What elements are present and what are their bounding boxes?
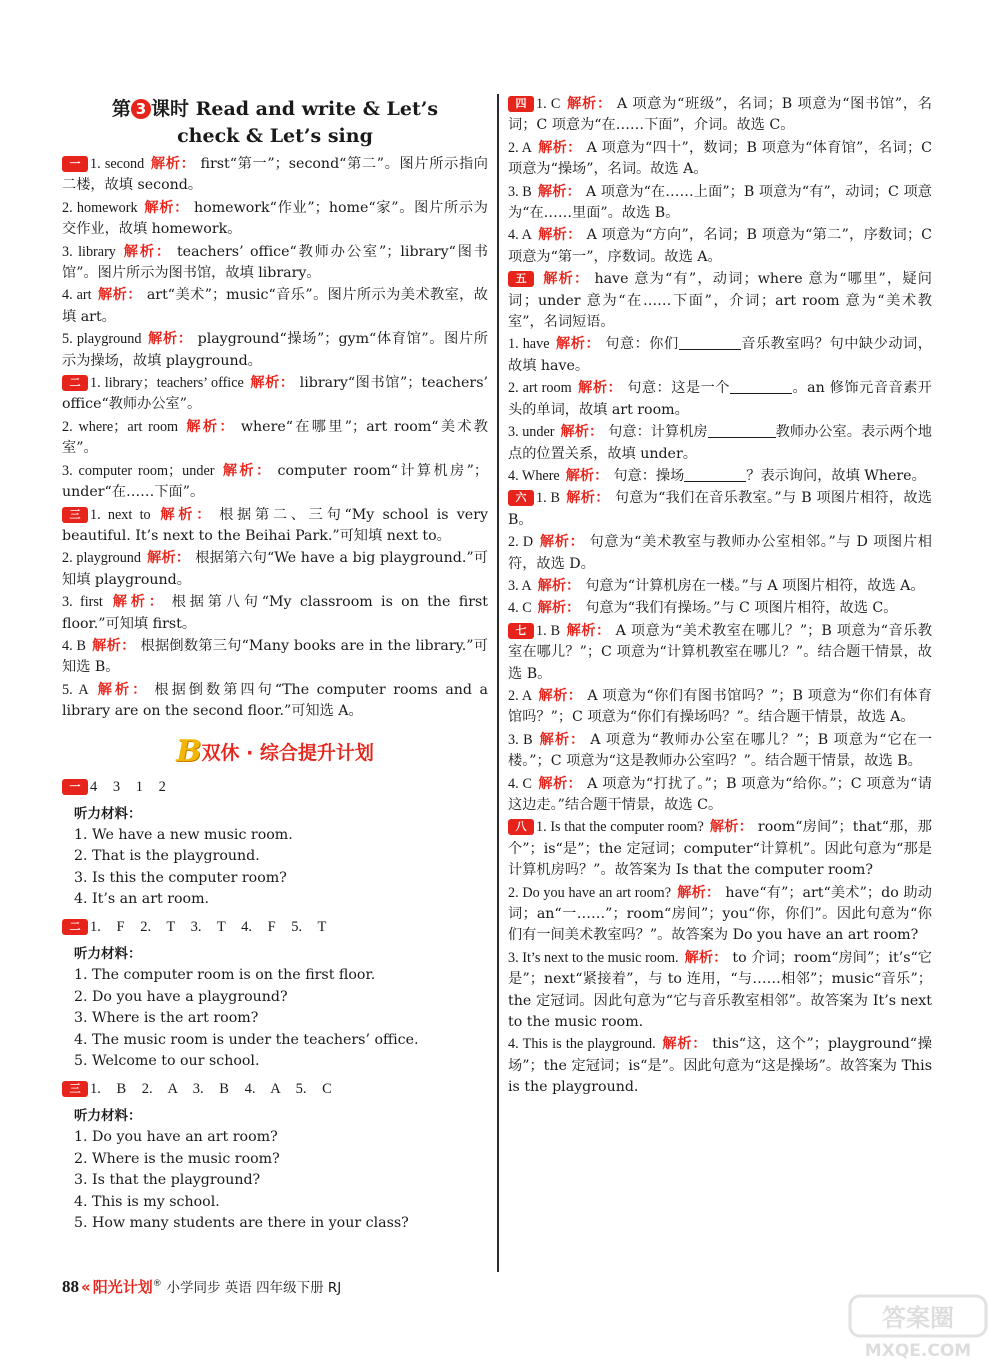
section-number-badge: 二 xyxy=(62,375,88,391)
answer-item xyxy=(508,948,932,1034)
answer-text: 5. A xyxy=(62,681,89,698)
explanation-text: 句意为“我们在音乐教室。”与 B 项图片相符，故选 B。 xyxy=(508,490,932,528)
answer-text: 2. D xyxy=(508,534,534,551)
answer-text: 2. A xyxy=(508,687,533,704)
explanation-text: A 项意为“打扰了。”；B 项意为“给你。”；C 项意为“请这边走。”结合题干情景，故选 C。 xyxy=(508,775,932,813)
listening-sentence: 2. Do you have a playground? xyxy=(74,988,288,1005)
answer-item xyxy=(508,488,932,531)
explanation-label: 解析： xyxy=(577,380,623,397)
explanation-text: to 介词；room“房间”；it’s“它是”；next“紧接着”，与 to 连用，“与……相邻”；music“音乐”；the 定冠词。因此句意为“它与音乐教室相邻”。故答案为 It’s next to the music room. xyxy=(508,949,932,1031)
watermark-line2: MXQE.COM xyxy=(864,1341,972,1361)
answer-item xyxy=(508,883,932,947)
explanation-text: art“美术”；music“音乐”。图片所示为美术教室，故填 art。 xyxy=(62,287,488,325)
answer-item xyxy=(508,817,932,881)
answer-item xyxy=(62,154,488,197)
answer-item xyxy=(62,329,488,372)
answer-item xyxy=(508,334,932,377)
explanation-label: 解析： xyxy=(539,534,585,551)
listening-material-label: 听力材料： xyxy=(74,805,142,822)
explanation-text: teachers’ office“教师办公室”；library“图书馆”。图片所示为图书馆，故填 library。 xyxy=(62,243,488,282)
section-number-badge: 一 xyxy=(62,156,88,172)
answer-item xyxy=(62,592,488,635)
answer-text: 3. first xyxy=(62,594,103,611)
explanation-label: 解析： xyxy=(150,156,196,172)
explanation-text: 句意：你们 xyxy=(605,336,679,353)
listening-material-label: 听力材料： xyxy=(74,1107,142,1124)
explanation-label: 解析： xyxy=(146,550,191,567)
listening-sentence: 5. How many students are there in your class? xyxy=(74,1215,409,1232)
page-number: 88 xyxy=(62,1277,79,1296)
answer-text: 3. A xyxy=(508,577,532,594)
explanation-text: A 项意为“教师办公室在哪儿？”；B 项意为“它在一楼。”；C 项意为“这是教师办公室吗？”。结合题干情景，故选 B。 xyxy=(508,731,933,770)
explanation-label: 解析： xyxy=(537,577,581,594)
explanation-label: 解析： xyxy=(542,271,590,288)
explanation-text: A 项意为“在……上面”；B 项意为“有”，动词；C 项意为“在……里面”。故选 B。 xyxy=(508,183,932,222)
listening-sentence: 4. This is my school. xyxy=(74,1193,220,1210)
answer-item xyxy=(62,373,488,416)
answer-text: 1. second xyxy=(90,156,145,172)
explanation-text: computer room“计算机房”；under“在……下面”。 xyxy=(62,462,489,501)
answer-text: 1. B xyxy=(536,622,561,639)
explanation-label: 解析： xyxy=(91,637,136,654)
section-number-badge: 二 xyxy=(62,919,88,935)
answer-text: 3. under xyxy=(508,424,555,441)
explanation-text: 句意：这是一个 xyxy=(627,380,730,397)
answer-text: 2. where；art room xyxy=(62,418,179,435)
double-chevron-icon: « xyxy=(81,1278,91,1296)
watermark-logo xyxy=(848,1292,988,1362)
answer-item xyxy=(508,225,932,268)
answer-text: 4. This is the playground. xyxy=(508,1036,656,1053)
section-number-badge: 八 xyxy=(508,819,534,835)
explanation-text: 教师办公室。表示两个地点的位置关系，故填 under。 xyxy=(508,424,932,462)
section-number-badge: 六 xyxy=(508,490,534,506)
answer-text: 4. art xyxy=(62,287,92,304)
answer-item xyxy=(508,138,932,181)
answer-item xyxy=(508,422,932,465)
explanation-text: library“图书馆”；teachers’ office“教师办公室”。 xyxy=(62,375,488,413)
explanation-label: 解析： xyxy=(566,622,611,639)
answer-item xyxy=(62,242,488,285)
answer-values: 1. B 2. A 3. B 4. A 5. C xyxy=(90,1080,332,1097)
answer-item xyxy=(508,686,932,729)
explanation-text: playground“操场”；gym“体育馆”。图片所示为操场，故填 playground。 xyxy=(62,331,488,369)
listening-sentence: 2. Where is the music room? xyxy=(74,1150,280,1167)
explanation-text: A 项意为“班级”，名词；B 项意为“图书馆”，名词；C 项意为“在……下面”，介词。故选 C。 xyxy=(508,96,932,134)
answer-text: 5. playground xyxy=(62,331,142,348)
listening-sentence: 4. It’s an art room. xyxy=(74,891,210,908)
answer-values: 1. F 2. T 3. T 4. F 5. T xyxy=(90,918,327,935)
explanation-text: 句意：操场 xyxy=(613,467,685,484)
section-number-badge: 一 xyxy=(62,779,88,795)
lesson-title-line2: check & Let’s sing xyxy=(177,125,373,147)
explanation-text: 句意为“我们有操场。”与 C 项图片相符，故选 C。 xyxy=(585,600,898,617)
answer-item xyxy=(508,182,932,225)
column-divider xyxy=(497,94,499,1272)
explanation-text: 句意：计算机房 xyxy=(608,424,708,441)
lesson-title xyxy=(62,96,488,150)
answer-values: 4 3 1 2 xyxy=(90,778,166,795)
answer-item xyxy=(508,730,932,773)
registered-mark: ® xyxy=(152,1279,162,1289)
explanation-label: 解析： xyxy=(566,96,612,112)
answer-item xyxy=(62,285,488,328)
explanation-text: 音乐教室吗？句中缺少动词，故填 have。 xyxy=(508,336,932,374)
section-number-badge: 三 xyxy=(62,507,88,523)
listening-sentence: 1. We have a new music room. xyxy=(74,826,293,843)
listening-sentence: 3. Where is the art room? xyxy=(74,1010,259,1027)
fill-blank xyxy=(708,423,776,438)
answer-item xyxy=(508,378,932,421)
explanation-label: 解析： xyxy=(121,243,172,260)
explanation-label: 解析： xyxy=(709,819,753,836)
answer-item xyxy=(508,598,932,619)
explanation-text: 根据倒数第四句“The computer rooms and a library are on the second floor.”可知选 A。 xyxy=(62,681,488,720)
answer-text: 1. B xyxy=(536,490,560,507)
answer-text: 4. Where xyxy=(508,467,560,484)
answer-text: 4. A xyxy=(508,227,532,244)
lesson-post: 课时 xyxy=(150,98,189,120)
explanation-label: 解析： xyxy=(565,467,609,484)
explanation-label: 解析： xyxy=(97,287,142,304)
explanation-label: 解析： xyxy=(560,424,604,441)
page-footer xyxy=(62,1276,341,1297)
answer-text: 3. computer room；under xyxy=(62,462,215,479)
answer-text: 4. C xyxy=(508,600,532,617)
answer-text: 2. A xyxy=(508,139,532,156)
answer-text: 1. C xyxy=(536,96,561,112)
fill-blank xyxy=(730,379,792,394)
explanation-text: room“房间”；that“那，那个”；is“是”；the 定冠词；computer“计算机”。因此句意为“那是计算机房吗？”。故答案为 Is that the computer room? xyxy=(508,819,932,879)
section-number-badge: 四 xyxy=(508,96,534,112)
explanation-label: 解析： xyxy=(538,775,583,792)
brand-name: 阳光计划 xyxy=(92,1278,153,1296)
explanation-text: 句意为“美术教室与教师办公室相邻。”与 D 项图片相符，故选 D。 xyxy=(508,534,932,572)
listening-sentence: 5. Welcome to our school. xyxy=(74,1053,260,1070)
listening-sentence: 2. That is the playground. xyxy=(74,848,260,865)
answer-text: 2. art room xyxy=(508,380,572,397)
answer-text: 1. have xyxy=(508,336,550,353)
explanation-text: where“在哪里”；art room“美术教室”。 xyxy=(62,418,488,457)
explanation-text: 根据第六句“We have a big playground.”可知填 playground。 xyxy=(62,550,488,588)
b-answer-sections xyxy=(62,777,488,1235)
explanation-text: have 意为“有”，动词；where 意为“哪里”，疑问词；under 意为“在……下面”，介词；art room 意为“美术教室”，名词短语。 xyxy=(508,271,932,331)
answer-text: 2. playground xyxy=(62,550,141,567)
lesson-title-line1: Read and write & Let’s xyxy=(195,98,439,120)
explanation-text: 根据第八句“My classroom is on the first floor.”可知填 first。 xyxy=(62,594,488,632)
explanation-text: 句意为“计算机房在一楼。”与 A 项图片相符，故选 A。 xyxy=(585,577,925,594)
answer-text: 4. B xyxy=(62,637,86,654)
explanation-text: 根据倒数第三句“Many books are in the library.”可知选 B。 xyxy=(62,637,488,676)
listening-sentence: 1. Do you have an art room? xyxy=(74,1128,278,1145)
explanation-text: ？表示询问，故填 Where。 xyxy=(746,467,926,484)
section-number-badge: 五 xyxy=(508,271,534,287)
left-column xyxy=(62,94,488,1235)
answer-item xyxy=(508,621,932,685)
answer-item xyxy=(62,548,488,591)
answer-line xyxy=(62,1079,488,1099)
answer-item xyxy=(508,532,932,575)
explanation-text: 。an 修饰元音音素开头的单词，故填 art room。 xyxy=(508,380,932,418)
answer-item xyxy=(62,461,488,504)
explanation-label: 解析： xyxy=(143,199,190,216)
explanation-label: 解析： xyxy=(537,183,581,200)
answer-item xyxy=(508,774,932,817)
listening-sentence: 3. Is this the computer room? xyxy=(74,869,287,886)
answer-text: 2. Do you have an art room? xyxy=(508,884,672,901)
lesson-pre: 第 xyxy=(111,98,131,120)
explanation-label: 解析： xyxy=(661,1036,708,1053)
explanation-label: 解析： xyxy=(94,681,150,698)
explanation-label: 解析： xyxy=(565,490,610,507)
explanation-text: A 项意为“方向”，名词；B 项意为“第二”，序数词；C 项意为“第一”，序数词。故选 A。 xyxy=(508,227,932,265)
listening-material-label: 听力材料： xyxy=(74,945,142,962)
listening-sentence: 3. Is that the playground? xyxy=(74,1172,261,1189)
explanation-label: 解析： xyxy=(147,331,193,348)
explanation-label: 解析： xyxy=(677,884,721,901)
explanation-label: 解析： xyxy=(538,687,583,704)
answer-text: 3. B xyxy=(508,183,532,200)
answer-text: 1. Is that the computer room? xyxy=(536,819,704,836)
explanation-label: 解析： xyxy=(537,600,581,617)
answer-item xyxy=(508,466,932,487)
b-section-letter: B xyxy=(176,733,202,769)
answer-line xyxy=(62,917,488,937)
answer-text: 1. library；teachers’ office xyxy=(90,375,244,392)
answer-item xyxy=(62,680,488,723)
explanation-label: 解析： xyxy=(184,418,236,435)
fill-blank xyxy=(679,335,741,350)
section-number-badge: 三 xyxy=(62,1081,88,1097)
explanation-label: 解析： xyxy=(220,462,273,479)
answer-text: 1. next to xyxy=(90,506,151,523)
answer-text: 3. It’s next to the music room. xyxy=(508,949,679,966)
answer-text: 3. B xyxy=(508,731,533,748)
explanation-label: 解析： xyxy=(684,949,728,966)
listening-sentence: 4. The music room is under the teachers’ office. xyxy=(74,1031,419,1048)
explanation-text: have“有”；art“美术”；do 助动词；an“一……”；room“房间”；you“你，你们”。因此句意为“你们有一间美术教室吗？”。故答案为 Do you have an art room? xyxy=(508,884,932,944)
answer-line xyxy=(62,777,488,797)
watermark-line1: 答案圈 xyxy=(882,1304,954,1332)
answer-item xyxy=(508,94,932,137)
right-column xyxy=(508,94,932,1100)
explanation-text: A 项意为“你们有图书馆吗？”；B 项意为“你们有体育馆吗？”；C 项意为“你们有操场吗？”。结合题干情景，故选 A。 xyxy=(508,687,932,726)
answer-text: 3. library xyxy=(62,243,116,260)
section-intro xyxy=(508,269,932,333)
lesson-number-badge: 3 xyxy=(131,99,151,119)
explanation-text: this“这，这个”；playground“操场”；the 定冠词；is“是”。因此句意为“这是操场”。故答案为 This is the playground. xyxy=(508,1036,932,1096)
b-section-title: 双休 · 综合提升计划 xyxy=(201,741,374,764)
explanation-text: first“第一”；second“第二”。图片所示指向二楼，故填 second。 xyxy=(62,156,488,194)
answer-item xyxy=(62,636,488,679)
left-answer-sections xyxy=(62,154,488,723)
explanation-text: homework“作业”；home“家”。图片所示为交作业，故填 homework。 xyxy=(62,199,488,238)
explanation-text: A 项意为“美术教室在哪儿？”；B 项意为“音乐教室在哪儿？”；C 项意为“计算机教室在哪儿？”。结合题干情景，故选 B。 xyxy=(508,622,933,682)
explanation-text: 根据第二、三句“My school is very beautiful. It’s next to the Beihai Park.”可知填 next to。 xyxy=(62,506,489,544)
answer-item xyxy=(62,505,488,548)
explanation-label: 解析： xyxy=(537,139,582,156)
explanation-label: 解析： xyxy=(555,336,601,353)
answer-text: 4. C xyxy=(508,775,533,792)
answer-item xyxy=(508,1034,932,1098)
answer-text: 2. homework xyxy=(62,199,138,216)
answer-item xyxy=(62,198,488,241)
fill-blank xyxy=(684,467,746,482)
answer-item xyxy=(62,417,488,460)
explanation-label: 解析： xyxy=(249,375,295,392)
explanation-label: 解析： xyxy=(538,731,586,748)
explanation-label: 解析： xyxy=(537,227,582,244)
answer-item xyxy=(508,576,932,597)
b-section-heading xyxy=(62,733,488,769)
listening-sentence: 1. The computer room is on the first floor. xyxy=(74,966,376,983)
book-subtitle: 小学同步 英语 四年级下册 RJ xyxy=(166,1280,342,1296)
explanation-label: 解析： xyxy=(156,506,215,523)
explanation-label: 解析： xyxy=(108,594,167,611)
explanation-text: A 项意为“四十”，数词；B 项意为“体育馆”，名词；C 项意为“操场”，名词。故选 A。 xyxy=(508,139,932,178)
section-number-badge: 七 xyxy=(508,623,534,639)
